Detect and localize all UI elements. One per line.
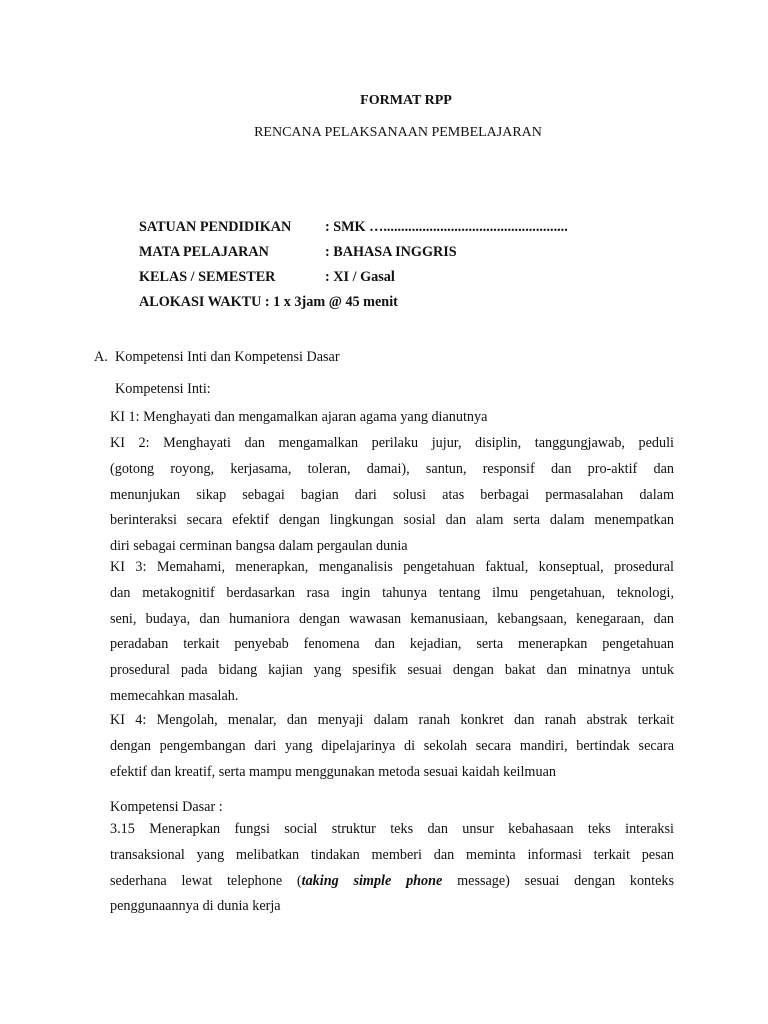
ki3-line: dan metakognitif berdasarkan rasa ingin tahunya tentang ilmu pengetahuan, teknologi, [110,584,674,601]
ki3-line: KI 3: Memahami, menerapkan, menganalisis pengetahuan faktual, konseptual, prosedural [110,559,674,575]
section-a-title: Kompetensi Inti dan Kompetensi Dasar [115,349,340,365]
ki3-line: memecahkan masalah. [110,687,239,704]
ki2-paragraph [110,431,674,560]
identity-row-satuan [139,219,568,236]
kd-line: penggunaannya di dunia kerja [110,898,281,915]
ki3-line: prosedural pada bidang kajian yang spesifik sesuai dengan bakat dan minatnya untuk [110,662,674,679]
ki2-line: KI 2: Menghayati dan mengamalkan perilaku jujur, disiplin, tanggungjawab, peduli [110,435,674,451]
kd-line3-pre: sederhana lewat telephone ( [110,872,302,889]
ki3-line: peradaban terkait penyebab fenomena dan kejadian, serta menerapkan pengetahuan [110,636,674,653]
ki2-line: menunjukan sikap sebagai bagian dari solusi atas berbagai permasalahan dalam [110,486,674,503]
document-subtitle: RENCANA PELAKSANAAN PEMBELAJARAN [254,125,542,140]
ki4-line: KI 4: Mengolah, menalar, dan menyaji dalam ranah konkret dan ranah abstrak terkait [110,712,674,728]
kd-line-mixed [110,869,674,895]
ki4-paragraph [110,708,674,785]
kd-paragraph [110,817,674,920]
ki1-paragraph [110,405,674,431]
satuan-label: SATUAN PENDIDIKAN [139,219,292,235]
section-a-heading [94,349,340,366]
kelas-value: : XI / Gasal [325,269,395,285]
ki4-line: efektif dan kreatif, serta mampu menggunakan metoda sesuai kaidah keilmuan [110,763,556,780]
document-title: FORMAT RPP [360,93,452,108]
satuan-value: : SMK ….................................................... [325,219,568,235]
mapel-label: MATA PELAJARAN [139,244,269,260]
ki1-line: KI 1: Menghayati dan mengamalkan ajaran agama yang dianutnya [110,409,488,425]
ki2-line: diri sebagai cerminan bangsa dalam pergaulan dunia [110,538,408,555]
ki2-line: berinteraksi secara efektif dengan lingkungan sosial dan alam serta dalam menempatkan [110,512,674,529]
kd-line3-emphasis: taking simple phone [301,872,443,889]
ki4-line: dengan pengembangan dari yang dipelajarinya di sekolah secara mandiri, bertindak secara [110,737,674,754]
identity-row-kelas [139,269,395,286]
mapel-value: : BAHASA INGGRIS [325,244,457,260]
ki3-line: seni, budaya, dan humaniora dengan wawasan kemanusiaan, kebangsaan, kenegaraan, dan [110,610,674,627]
ki3-paragraph [110,555,674,710]
ki2-line: (gotong royong, kerjasama, toleran, damai), santun, responsif dan pro-aktif dan [110,460,674,477]
kelas-label: KELAS / SEMESTER [139,269,276,285]
kd-line3-post: message) sesuai dengan konteks [442,872,674,889]
identity-row-alokasi [139,294,398,311]
section-a-marker: A. [94,349,108,365]
kompetensi-dasar-label-text: Kompetensi Dasar : [110,799,223,815]
kompetensi-inti-label: Kompetensi Inti: [115,381,211,397]
kd-line: transaksional yang melibatkan tindakan memberi dan meminta informasi terkait pesan [110,846,674,863]
alokasi-text: ALOKASI WAKTU : 1 x 3jam @ 45 menit [139,294,398,310]
kd-line: 3.15 Menerapkan fungsi social struktur teks dan unsur kebahasaan teks interaksi [110,821,674,837]
identity-row-mapel [139,244,457,261]
